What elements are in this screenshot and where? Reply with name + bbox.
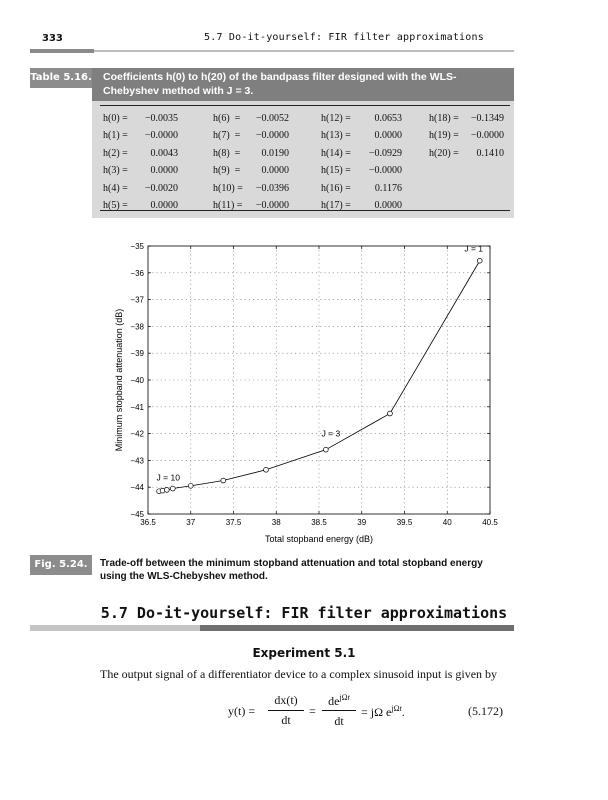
coefficient-value: 0.1410 (476, 147, 504, 159)
coefficient-name: h(16) = (321, 182, 351, 194)
equation-frac2-denominator: dt (334, 714, 344, 728)
body-paragraph: The output signal of a differentiator device to a complex sinusoid input is given by (100, 667, 498, 681)
coefficient-value: −0.0035 (144, 113, 178, 124)
data-point (323, 447, 328, 452)
coefficient-name: h(14) = (321, 147, 351, 159)
data-point (170, 486, 175, 491)
coefficient-value: −0.0929 (368, 147, 402, 159)
coefficient-value: −0.1349 (470, 113, 504, 124)
coefficient-value: −0.0000 (368, 165, 402, 177)
x-tick-label: 37.5 (225, 518, 242, 527)
coefficient-name: h(7) = (213, 130, 241, 142)
equation-fraction-2 (322, 693, 356, 729)
coefficient-name: h(15) = (321, 165, 351, 177)
coefficient-name: h(20) = (429, 147, 459, 159)
figure-label: Fig. 5.24. (30, 555, 92, 575)
data-point (477, 258, 482, 263)
y-tick-label: −39 (130, 349, 144, 359)
table-caption: Coefficients h(0) to h(20) of the bandpass filter designed with the WLS-Chebyshev method with J = 3. (103, 71, 457, 97)
header-rule-thin (94, 50, 514, 52)
coefficient-value: 0.0653 (374, 113, 402, 124)
coefficient-value: 0.0000 (374, 130, 402, 142)
data-point (388, 411, 393, 416)
coefficient-value: −0.0396 (255, 182, 289, 194)
section-rule (30, 625, 200, 631)
coefficient-name: h(10) = (213, 182, 243, 194)
coefficient-name: h(0) = (103, 113, 128, 124)
data-point (188, 483, 193, 488)
coefficient-value: 0.1176 (374, 182, 402, 194)
equation-rhs: = jΩ $e^{j\Omega t}$. (361, 704, 405, 719)
annotation-label: J = 10 (156, 472, 180, 483)
y-tick-label: −40 (130, 376, 144, 385)
y-tick-label: −38 (130, 322, 144, 332)
y-tick-label: −36 (130, 268, 144, 278)
data-point (221, 478, 226, 483)
coefficient-value: 0.0043 (150, 147, 178, 159)
running-title: 5.7 Do-it-yourself: FIR filter approximations (204, 32, 484, 43)
coefficient-name: h(2) = (103, 147, 128, 159)
coefficient-name: h(5) = (103, 200, 128, 211)
x-tick-label: 38.5 (311, 518, 327, 527)
x-tick-label: 39 (357, 518, 367, 527)
page-number: 333 (42, 33, 63, 44)
coefficient-name: h(11) = (213, 200, 243, 211)
x-tick-label: 37 (186, 518, 196, 527)
data-point (164, 487, 169, 492)
x-tick-label: 39.5 (396, 518, 413, 527)
coefficient-name: h(4) = (103, 182, 128, 194)
y-tick-label: −41 (130, 402, 144, 412)
coefficient-name: h(9) = (213, 165, 241, 177)
y-tick-label: −43 (130, 456, 144, 466)
equation-number: (5.172) (468, 704, 503, 718)
tradeoff-chart (100, 236, 520, 548)
coefficient-value: −0.0000 (144, 130, 178, 142)
x-axis-label: Total stopband energy (dB) (264, 534, 374, 544)
series-line (156, 261, 480, 491)
coefficient-name: h(18) = (429, 113, 459, 124)
annotation-label: J = 3 (321, 428, 341, 439)
y-tick-label: −42 (130, 429, 144, 439)
y-tick-label: −37 (130, 295, 144, 305)
figure-caption: Trade-off between the minimum stopband attenuation and total stopband energy using the WLS-Chebyshev method. (100, 558, 483, 582)
section-rule-dark (200, 625, 514, 631)
equation-lhs: y(t) = (228, 704, 256, 718)
header-rule (30, 49, 94, 53)
equation-equals: = (309, 704, 316, 718)
coefficient-value: −0.0000 (255, 130, 289, 142)
coefficient-name: h(13) = (321, 130, 351, 142)
experiment-heading: Experiment 5.1 (252, 646, 356, 660)
y-tick-label: −35 (130, 242, 144, 251)
coefficient-value: 0.0190 (261, 147, 289, 159)
coefficient-value: −0.0000 (255, 200, 289, 211)
x-tick-label: 36.5 (140, 518, 156, 527)
coefficient-value: −0.0052 (255, 113, 289, 124)
equation-fraction-1 (268, 693, 304, 728)
table-label: Table 5.16. (30, 68, 92, 88)
section-heading: 5.7 Do-it-yourself: FIR filter approximations (100, 604, 508, 622)
coefficient-name: h(6) = (213, 113, 241, 124)
table-rule-top (100, 105, 510, 106)
x-tick-label: 40.5 (482, 518, 498, 527)
coefficient-name: h(8) = (213, 147, 241, 159)
equation-frac1-denominator: dt (281, 713, 291, 727)
y-axis-label: Minimum stopband attenuation (dB) (114, 308, 124, 452)
coefficient-name: h(19) = (429, 130, 459, 142)
x-tick-label: 40 (442, 518, 452, 527)
coefficient-name: h(12) = (321, 113, 351, 124)
annotation-label: J = 1 (464, 243, 484, 254)
coefficient-name: h(3) = (103, 165, 128, 177)
data-point (264, 467, 269, 472)
coefficient-name: h(17) = (321, 200, 351, 211)
y-tick-label: −45 (130, 510, 144, 519)
y-tick-label: −44 (130, 483, 144, 493)
equation-frac2-numerator: $de^{j\Omega t}$ (328, 693, 350, 708)
coefficient-name: h(1) = (103, 130, 128, 142)
x-tick-label: 38 (271, 518, 281, 527)
coefficient-value: 0.0000 (261, 165, 289, 177)
coefficient-value: −0.0000 (470, 130, 504, 142)
coefficient-value: 0.0000 (374, 200, 402, 211)
equation-frac1-numerator: dx(t) (274, 693, 298, 707)
coefficient-value: −0.0020 (144, 182, 178, 194)
coefficient-value: 0.0000 (150, 165, 178, 177)
coefficient-value: 0.0000 (150, 200, 178, 211)
